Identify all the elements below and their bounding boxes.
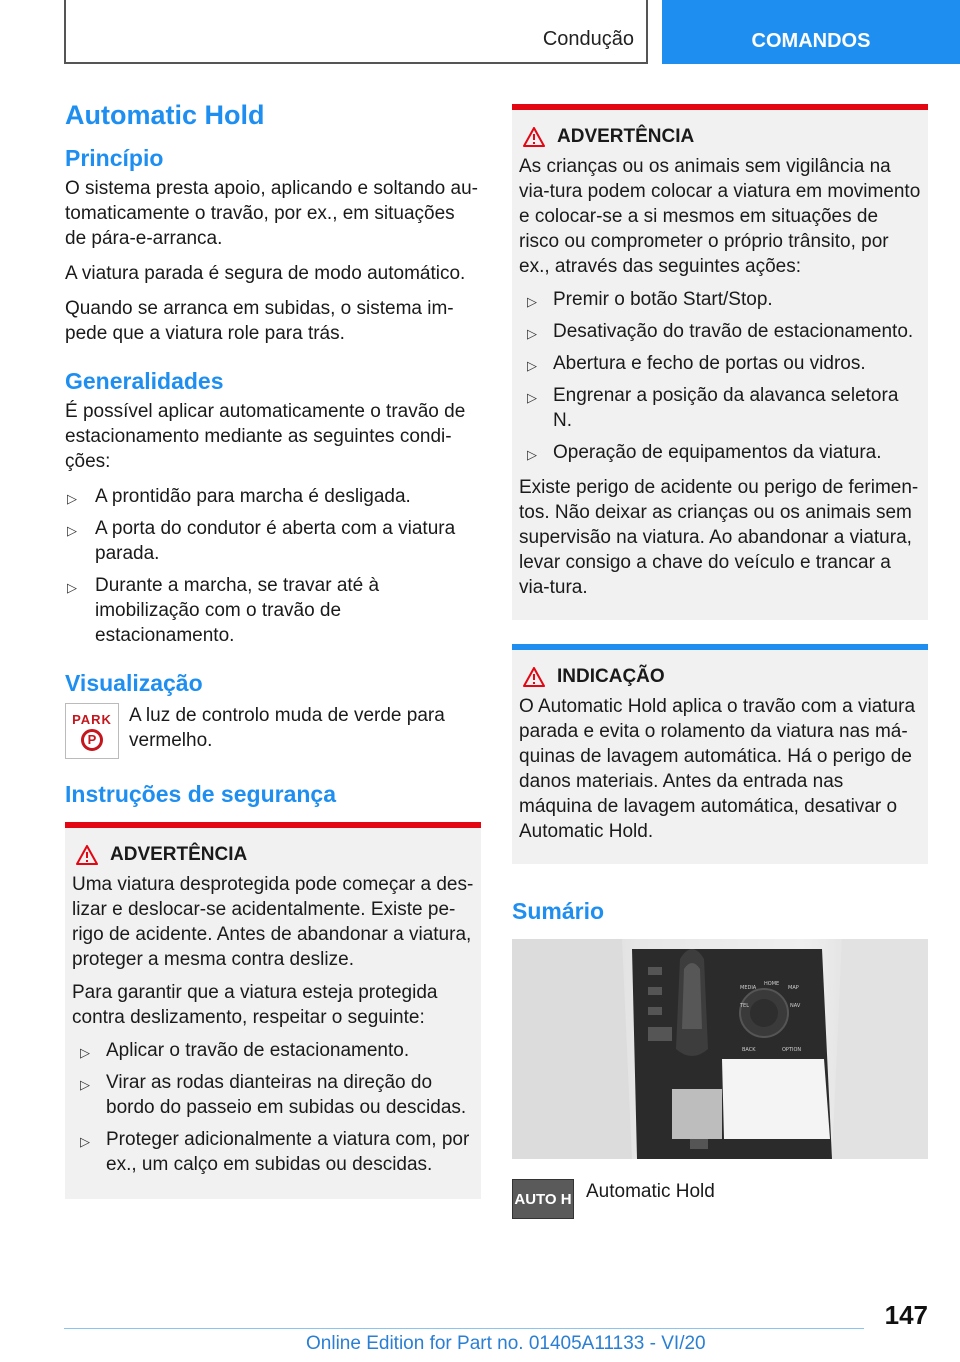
triangle-bullet-icon: ▷	[67, 491, 77, 506]
note-title: INDICAÇÃO	[519, 666, 921, 688]
triangle-bullet-icon: ▷	[67, 523, 77, 538]
photo-label: MEDIA	[740, 985, 757, 991]
triangle-bullet-icon: ▷	[527, 294, 537, 309]
caution-triangle-icon	[523, 667, 545, 687]
photo-label: MAP	[788, 985, 799, 991]
photo-label: HOME	[764, 981, 780, 987]
left-column	[65, 100, 481, 1209]
heading-principio: Princípio	[65, 145, 164, 171]
triangle-bullet-icon: ▷	[80, 1077, 90, 1092]
list-item: ▷ Proteger adicionalmente a viatura com, por ex., um calço em subidas ou descidas.	[80, 1129, 470, 1175]
warning-paragraph-1: Uma viatura desprotegida pode começar a des-lizar e deslocar-se acidentalmente. Existe pe-rigo de acidente. Antes de abandonar a viatura, proteger a mesma contra deslize.	[72, 874, 474, 970]
automatic-hold-legend	[512, 1179, 928, 1219]
safety-warning-box	[65, 822, 481, 1199]
header-section-label: Condução	[542, 28, 634, 50]
heading-generalidades: Generalidades	[65, 368, 224, 394]
heading-sumario: Sumário	[512, 898, 605, 924]
warning-triangle-icon	[523, 127, 545, 147]
page-number: 147	[884, 1300, 928, 1330]
right-column	[512, 104, 928, 1219]
list-item: ▷ A prontidão para marcha é desligada.	[65, 484, 481, 509]
warning-list	[519, 287, 921, 465]
photo-label: BACK	[742, 1047, 756, 1053]
heading-visualizacao: Visualização	[65, 670, 203, 696]
triangle-bullet-icon: ▷	[80, 1045, 90, 1060]
photo-label: OPTION	[782, 1047, 802, 1053]
auto-hold-button-icon: AUTO H	[512, 1179, 574, 1219]
list-item: ▷ Engrenar a posição da alavanca seletora N.	[527, 385, 899, 431]
principio-paragraph-1: O sistema presta apoio, aplicando e soltando au-tomaticamente o travão, por ex., em situações de pára-e-arranca.	[65, 178, 478, 249]
list-item: ▷ Abertura e fecho de portas ou vidros.	[519, 351, 921, 376]
center-console-photo	[512, 939, 928, 1159]
note-paragraph: O Automatic Hold aplica o travão com a viatura parada e evita o rolamento da viatura nas má-quinas de lavagem automática. Há o perigo de danos materiais. Antes da entrada nas máquina de lavagem automática, desativar o Automatic Hold.	[519, 696, 916, 842]
photo-label: NAV	[790, 1003, 801, 1009]
header-section-tab	[64, 0, 648, 64]
triangle-bullet-icon: ▷	[527, 358, 537, 373]
header-chapter-tab	[662, 0, 960, 64]
center-console-illustration	[512, 939, 928, 1159]
list-item: ▷ Operação de equipamentos da viatura.	[519, 440, 921, 465]
indicacao-note-box	[512, 644, 928, 864]
park-indicator-icon: PARK P	[65, 703, 119, 759]
triangle-bullet-icon: ▷	[80, 1134, 90, 1149]
list-item: ▷ Aplicar o travão de estacionamento.	[72, 1038, 474, 1063]
visualizacao-row	[65, 703, 481, 759]
header-chapter-label: COMANDOS	[751, 29, 871, 52]
warning-paragraph-2: Existe perigo de acidente ou perigo de ferimen-tos. Não deixar as crianças ou os animais sem supervisão na viatura. Ao abandonar a viatura, levar consigo a chave do veículo e trancar a via-tura.	[519, 477, 919, 598]
photo-label: TEL	[740, 1003, 749, 1009]
list-item: ▷ Virar as rodas dianteiras na direção do bordo do passeio em subidas ou descidas.	[80, 1072, 467, 1118]
visualizacao-text: A luz de controlo muda de verde para vermelho.	[129, 705, 445, 751]
triangle-bullet-icon: ▷	[527, 326, 537, 341]
list-item: ▷ Durante a marcha, se travar até à imobilização com o travão de estacionamento.	[67, 575, 380, 646]
automatic-hold-label: Automatic Hold	[586, 1181, 715, 1202]
children-warning-box	[512, 104, 928, 620]
footer-divider	[64, 1328, 864, 1329]
page-title: Automatic Hold	[65, 100, 265, 130]
principio-paragraph-3: Quando se arranca em subidas, o sistema im-pede que a viatura role para trás.	[65, 298, 454, 344]
generalidades-list	[65, 484, 481, 648]
generalidades-paragraph: É possível aplicar automaticamente o travão de estacionamento mediante as seguintes condi-ções:	[65, 401, 466, 472]
footer-edition: Online Edition for Part no. 01405A11133 - VI/20	[306, 1333, 706, 1354]
warning-list	[72, 1038, 474, 1177]
triangle-bullet-icon: ▷	[67, 580, 77, 595]
list-item: ▷ A porta do condutor é aberta com a viatura parada.	[67, 518, 456, 564]
warning-paragraph-1: As crianças ou os animais sem vigilância na via-tura podem colocar a viatura em movimento e colocar-se a si mesmos em situações de risco ou comprometer o próprio trânsito, por ex., através das seguintes ações:	[519, 156, 921, 277]
triangle-bullet-icon: ▷	[527, 447, 537, 462]
warning-title: ADVERTÊNCIA	[519, 126, 921, 148]
list-item: ▷ Desativação do travão de estacionamento.	[519, 319, 921, 344]
list-item: ▷ Premir o botão Start/Stop.	[519, 287, 921, 312]
warning-paragraph-2: Para garantir que a viatura esteja protegida contra deslizamento, respeitar o seguinte:	[72, 982, 438, 1028]
heading-seguranca: Instruções de segurança	[65, 781, 336, 807]
principio-paragraph-2: A viatura parada é segura de modo automático.	[65, 263, 466, 284]
triangle-bullet-icon: ▷	[527, 390, 537, 405]
warning-title: ADVERTÊNCIA	[72, 844, 474, 866]
warning-triangle-icon	[76, 845, 98, 865]
